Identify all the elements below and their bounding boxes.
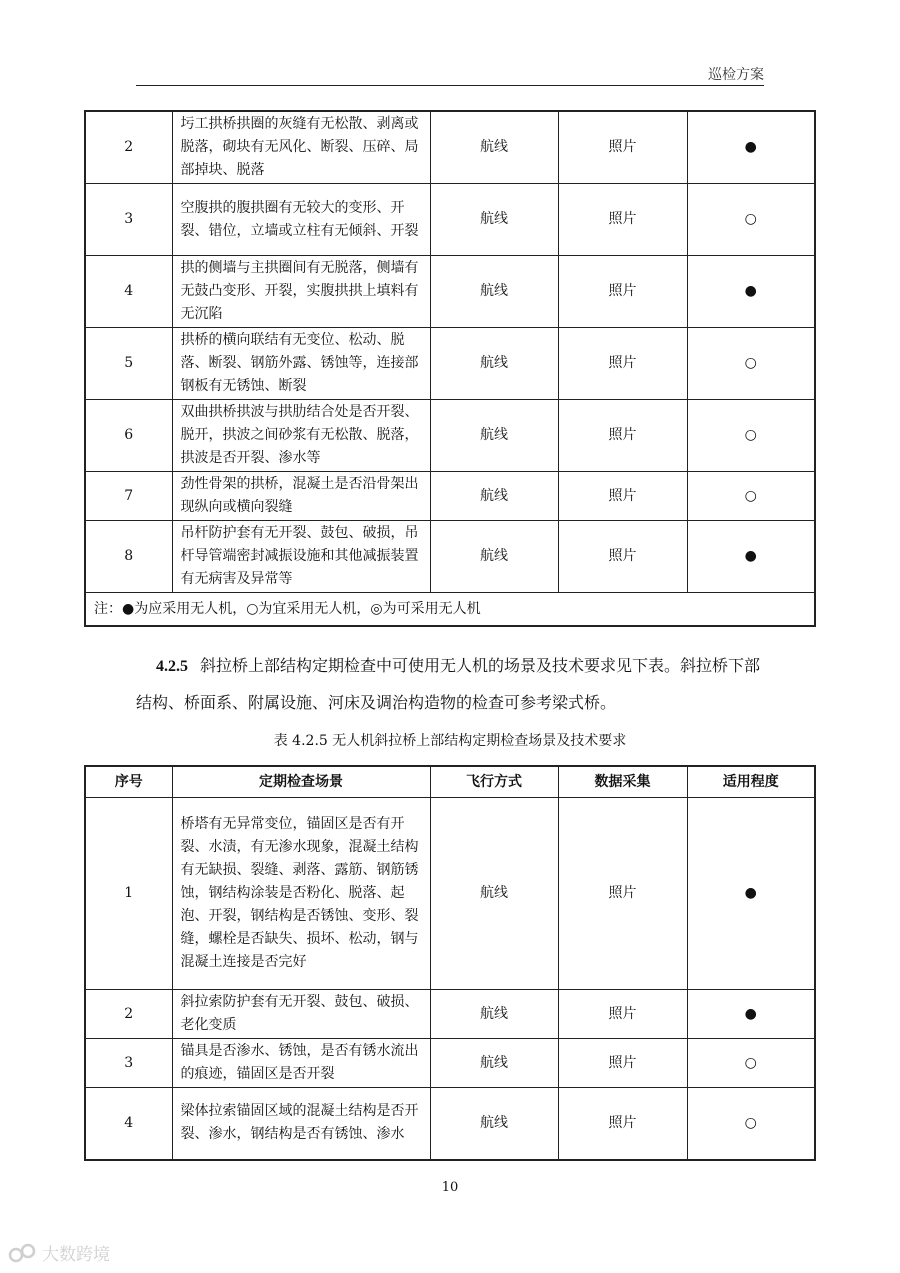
page-header-title: 巡检方案 bbox=[708, 67, 764, 83]
row-level: ● bbox=[687, 256, 815, 328]
row-level: ○ bbox=[687, 400, 815, 472]
row-data: 照片 bbox=[558, 184, 687, 256]
row-level: ○ bbox=[687, 328, 815, 400]
row-scene: 锚具是否渗水、锈蚀，是否有锈水流出的痕迹，锚固区是否开裂 bbox=[172, 1039, 430, 1088]
table-row bbox=[85, 798, 815, 990]
section-text: 斜拉桥上部结构定期检查中可使用无人机的场景及技术要求见下表。斜拉桥下部结构、桥面系、附属设施、河床及调治构造物的检查可参考梁式桥。 bbox=[136, 656, 761, 712]
row-flight: 航线 bbox=[430, 111, 558, 184]
table-row bbox=[85, 400, 815, 472]
row-scene: 桥塔有无异常变位，锚固区是否有开裂、水渍，有无渗水现象，混凝土结构有无缺损、裂缝、剥落、露筋、钢筋锈蚀，钢结构涂装是否粉化、脱落、起泡、开裂，钢结构是否锈蚀、变形、裂缝，螺栓是否缺失、损坏、松动，钢与混凝土连接是否完好 bbox=[172, 798, 430, 990]
row-number: 2 bbox=[85, 111, 172, 184]
table-note: 注：●为应采用无人机，○为宜采用无人机，◎为可采用无人机 bbox=[85, 593, 815, 627]
row-flight: 航线 bbox=[430, 184, 558, 256]
row-level: ● bbox=[687, 990, 815, 1039]
row-flight: 航线 bbox=[430, 990, 558, 1039]
row-data: 照片 bbox=[558, 111, 687, 184]
column-header-data: 数据采集 bbox=[558, 766, 687, 798]
row-level: ○ bbox=[687, 1088, 815, 1160]
row-scene: 空腹拱的腹拱圈有无较大的变形、开裂、错位，立墙或立柱有无倾斜、开裂 bbox=[172, 184, 430, 256]
watermark bbox=[8, 1240, 110, 1265]
row-data: 照片 bbox=[558, 400, 687, 472]
table-header-row bbox=[85, 766, 815, 798]
table-row bbox=[85, 521, 815, 593]
row-flight: 航线 bbox=[430, 521, 558, 593]
table-row bbox=[85, 1088, 815, 1160]
watermark-logo-icon bbox=[8, 1241, 38, 1265]
row-data: 照片 bbox=[558, 472, 687, 521]
row-data: 照片 bbox=[558, 798, 687, 990]
table-caption: 表 4.2.5 无人机斜拉桥上部结构定期检查场景及技术要求 bbox=[273, 733, 627, 749]
row-flight: 航线 bbox=[430, 472, 558, 521]
column-header-number: 序号 bbox=[85, 766, 172, 798]
row-flight: 航线 bbox=[430, 400, 558, 472]
row-data: 照片 bbox=[558, 328, 687, 400]
column-header-flight: 飞行方式 bbox=[430, 766, 558, 798]
table-row bbox=[85, 472, 815, 521]
section-paragraph bbox=[136, 648, 766, 721]
row-number: 3 bbox=[85, 184, 172, 256]
table-row bbox=[85, 256, 815, 328]
header-rule bbox=[136, 85, 764, 86]
row-number: 4 bbox=[85, 1088, 172, 1160]
row-flight: 航线 bbox=[430, 328, 558, 400]
row-number: 2 bbox=[85, 990, 172, 1039]
table-row bbox=[85, 990, 815, 1039]
row-scene: 斜拉索防护套有无开裂、鼓包、破损、老化变质 bbox=[172, 990, 430, 1039]
row-level: ○ bbox=[687, 472, 815, 521]
row-scene: 圬工拱桥拱圈的灰缝有无松散、剥离或脱落，砌块有无风化、断裂、压碎、局部掉块、脱落 bbox=[172, 111, 430, 184]
row-level: ● bbox=[687, 798, 815, 990]
row-scene: 拱桥的横向联结有无变位、松动、脱落、断裂、钢筋外露、锈蚀等，连接部钢板有无锈蚀、断裂 bbox=[172, 328, 430, 400]
table-row bbox=[85, 184, 815, 256]
row-number: 5 bbox=[85, 328, 172, 400]
row-data: 照片 bbox=[558, 521, 687, 593]
row-data: 照片 bbox=[558, 990, 687, 1039]
row-data: 照片 bbox=[558, 1088, 687, 1160]
column-header-scene: 定期检查场景 bbox=[172, 766, 430, 798]
row-scene: 吊杆防护套有无开裂、鼓包、破损，吊杆导管端密封减振设施和其他减振装置有无病害及异常等 bbox=[172, 521, 430, 593]
table-arch-bridge bbox=[84, 110, 816, 627]
row-scene: 劲性骨架的拱桥，混凝土是否沿骨架出现纵向或横向裂缝 bbox=[172, 472, 430, 521]
row-number: 7 bbox=[85, 472, 172, 521]
row-number: 3 bbox=[85, 1039, 172, 1088]
watermark-text: 大数跨境 bbox=[42, 1245, 110, 1265]
row-data: 照片 bbox=[558, 256, 687, 328]
row-data: 照片 bbox=[558, 1039, 687, 1088]
row-number: 4 bbox=[85, 256, 172, 328]
row-flight: 航线 bbox=[430, 256, 558, 328]
table-cable-stayed-bridge bbox=[84, 765, 816, 1161]
row-level: ● bbox=[687, 111, 815, 184]
table-row bbox=[85, 1039, 815, 1088]
row-scene: 拱的侧墙与主拱圈间有无脱落，侧墙有无鼓凸变形、开裂，实腹拱拱上填料有无沉陷 bbox=[172, 256, 430, 328]
page-number: 10 bbox=[441, 1180, 459, 1195]
table-note-row bbox=[85, 593, 815, 627]
row-number: 1 bbox=[85, 798, 172, 990]
row-level: ○ bbox=[687, 184, 815, 256]
row-number: 6 bbox=[85, 400, 172, 472]
row-flight: 航线 bbox=[430, 798, 558, 990]
row-flight: 航线 bbox=[430, 1039, 558, 1088]
row-scene: 梁体拉索锚固区域的混凝土结构是否开裂、渗水，钢结构是否有锈蚀、渗水 bbox=[172, 1088, 430, 1160]
row-flight: 航线 bbox=[430, 1088, 558, 1160]
section-number: 4.2.5 bbox=[156, 658, 188, 675]
row-number: 8 bbox=[85, 521, 172, 593]
column-header-level: 适用程度 bbox=[687, 766, 815, 798]
row-scene: 双曲拱桥拱波与拱肋结合处是否开裂、脱开，拱波之间砂浆有无松散、脱落，拱波是否开裂、渗水等 bbox=[172, 400, 430, 472]
table-row bbox=[85, 328, 815, 400]
row-level: ○ bbox=[687, 1039, 815, 1088]
table-row bbox=[85, 111, 815, 184]
row-level: ● bbox=[687, 521, 815, 593]
